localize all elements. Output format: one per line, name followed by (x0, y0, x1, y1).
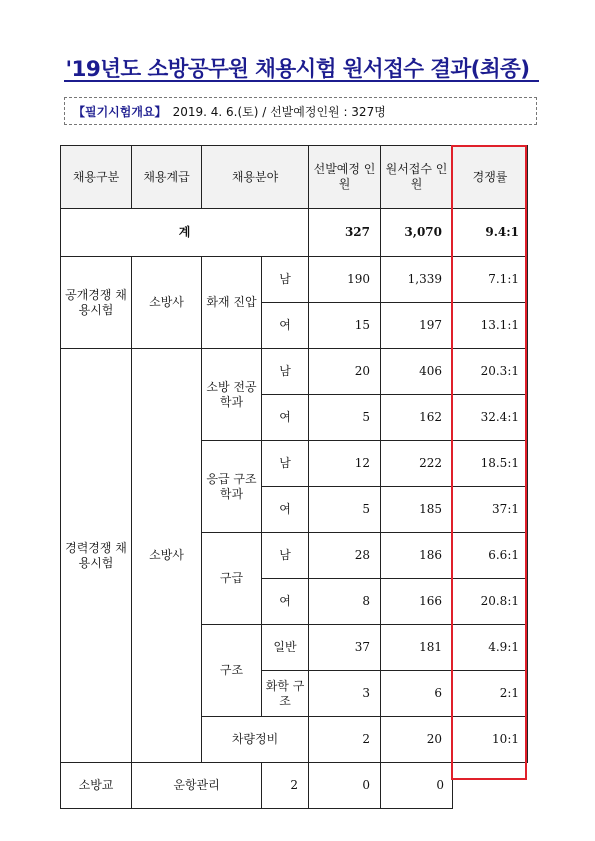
planned-cell: 190 (309, 257, 381, 303)
rescue-field: 구조 (202, 625, 262, 717)
applicants-cell: 1,339 (381, 257, 453, 303)
applicants-cell: 406 (381, 349, 453, 395)
total-planned: 327 (309, 209, 381, 257)
career-category: 경력경쟁 채용시험 (61, 349, 132, 763)
planned-cell: 3 (309, 671, 381, 717)
planned-cell: 28 (309, 533, 381, 579)
applicants-cell: 186 (381, 533, 453, 579)
subfield-cell: 일반 (262, 625, 309, 671)
planned-cell: 15 (309, 303, 381, 349)
header-applicants: 원서접수 인 원 (381, 146, 453, 209)
ratio-cell: 20.3:1 (453, 349, 528, 395)
ratio-cell: 13.1:1 (453, 303, 528, 349)
fire-dept-field: 소방 전공 학과 (202, 349, 262, 441)
total-ratio: 9.4:1 (453, 209, 528, 257)
title-underline (64, 80, 539, 82)
header-category: 채용구분 (61, 146, 132, 209)
planned-cell: 37 (309, 625, 381, 671)
officer-rank: 소방교 (61, 763, 132, 809)
operation-field: 운항관리 (132, 763, 262, 809)
open-category: 공개경쟁 채용시험 (61, 257, 132, 349)
header-rank: 채용계급 (132, 146, 202, 209)
planned-cell: 8 (309, 579, 381, 625)
ratio-cell: 6.6:1 (453, 533, 528, 579)
page-title: '19년도 소방공무원 채용시험 원서접수 결과(최종) (65, 57, 530, 82)
ratio-cell: 20.8:1 (453, 579, 528, 625)
results-table (60, 145, 528, 809)
gender-cell: 남 (262, 533, 309, 579)
table-row (61, 763, 528, 809)
header-row (61, 146, 528, 209)
applicants-cell: 20 (381, 717, 453, 763)
gender-cell: 남 (262, 257, 309, 303)
planned-cell: 20 (309, 349, 381, 395)
planned-cell: 2 (309, 717, 381, 763)
overview-text: 2019. 4. 6.(토) / 선발예정인원 : 327명 (172, 104, 386, 119)
ratio-cell: 18.5:1 (453, 441, 528, 487)
subfield-cell: 화학 구조 (262, 671, 309, 717)
applicants-cell: 181 (381, 625, 453, 671)
planned-cell: 2 (262, 763, 309, 809)
ratio-cell: 2:1 (453, 671, 528, 717)
ratio-cell: 10:1 (453, 717, 528, 763)
header-planned: 선발예정 인 원 (309, 146, 381, 209)
gender-cell: 여 (262, 579, 309, 625)
applicants-cell: 185 (381, 487, 453, 533)
planned-cell: 12 (309, 441, 381, 487)
ratio-cell: 7.1:1 (453, 257, 528, 303)
gender-cell: 남 (262, 349, 309, 395)
total-row (61, 209, 528, 257)
career-rank: 소방사 (132, 349, 202, 763)
gender-cell: 여 (262, 487, 309, 533)
applicants-cell: 197 (381, 303, 453, 349)
open-field: 화재 진압 (202, 257, 262, 349)
ratio-cell: 4.9:1 (453, 625, 528, 671)
gender-cell: 여 (262, 303, 309, 349)
emt-dept-field: 응급 구조 학과 (202, 441, 262, 533)
vehicle-field: 차량정비 (202, 717, 309, 763)
applicants-cell: 6 (381, 671, 453, 717)
gender-cell: 여 (262, 395, 309, 441)
table-row (61, 257, 528, 303)
open-rank: 소방사 (132, 257, 202, 349)
exam-overview-box (64, 97, 537, 125)
applicants-cell: 162 (381, 395, 453, 441)
emt-field: 구급 (202, 533, 262, 625)
planned-cell: 5 (309, 395, 381, 441)
ratio-cell: 0 (381, 763, 453, 809)
planned-cell: 5 (309, 487, 381, 533)
applicants-cell: 0 (309, 763, 381, 809)
header-ratio: 경쟁률 (453, 146, 528, 209)
table-row (61, 349, 528, 395)
total-applicants: 3,070 (381, 209, 453, 257)
total-label: 계 (61, 209, 309, 257)
applicants-cell: 222 (381, 441, 453, 487)
gender-cell: 남 (262, 441, 309, 487)
ratio-cell: 37:1 (453, 487, 528, 533)
ratio-cell: 32.4:1 (453, 395, 528, 441)
overview-label: 【필기시험개요】 (73, 104, 167, 119)
header-field: 채용분야 (202, 146, 309, 209)
applicants-cell: 166 (381, 579, 453, 625)
